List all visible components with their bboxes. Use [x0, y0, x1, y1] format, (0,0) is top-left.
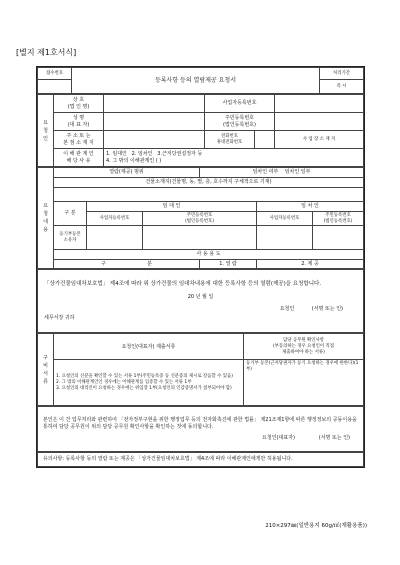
interest-option-other[interactable]: 4. 그 밖의 이해관계인 ( )	[106, 157, 162, 164]
tenant-biz-no-field[interactable]	[257, 226, 313, 250]
landlord-biz-no-label: 사업자등록번호	[87, 212, 143, 226]
request-form	[36, 66, 365, 468]
store-location-label: 사 업 장 소 재 지	[275, 131, 364, 149]
interest-options[interactable]	[104, 149, 364, 167]
consent-signature: 요청인(대표자) (서명 또는 인)	[262, 435, 350, 442]
submitter-item: 1. 요청인의 신분을 확인할 수 있는 서류 1부(주민등록증 등 신분증의 제시로 갈음할 수 있음)	[56, 374, 234, 380]
tenant-resident-no-field[interactable]	[313, 226, 364, 250]
declaration-box	[38, 270, 364, 333]
officer-header: 담당 공무원 확인사항 (부동의하는 경우 요청인이 직접 제출하여야 하는 서류)	[244, 334, 364, 360]
phone-label: 전화번호 휴대전화번호	[205, 131, 255, 149]
receipt-no-label: 접수번호	[38, 68, 72, 80]
view-type-label: 열람(제공) 범위	[54, 168, 200, 178]
usage-option-view[interactable]: 1. 열 람	[200, 259, 257, 269]
requester-section-label: 요 청 인	[38, 95, 54, 167]
trade-name-field[interactable]	[104, 95, 205, 113]
usage-option-provide[interactable]: 2. 제 공	[257, 259, 364, 269]
resident-reg-no-label: 주민등록번호 (법인등록번호)	[205, 113, 275, 131]
request-content-section	[37, 167, 364, 269]
address-field[interactable]	[104, 131, 205, 149]
receipt-no-value	[38, 80, 72, 94]
view-type-options[interactable]	[200, 168, 364, 178]
view-option-b[interactable]: 임차인 일부	[284, 169, 311, 176]
landlord-resident-no-label: 주민등록번호 (법인등록번호)	[143, 212, 257, 226]
tenant-biz-no-label: 사업자등록번호	[257, 212, 313, 226]
tenant-label: 임 차 인	[257, 202, 364, 212]
requester-section	[37, 94, 364, 167]
phone-field[interactable]	[255, 131, 275, 149]
request-content-label: 요 청 내 용	[38, 168, 54, 269]
landlord-resident-no-field[interactable]	[143, 226, 257, 250]
building-location-note: 건물소재지(건물명, 동, 별, 층, 호수까지 구체적으로 기재)	[54, 178, 364, 188]
submitter-item: 3. 요청인의 대리인이 요청하는 경우에는 위임장 1부(요청인의 인감증명서가 첨부되어야 함)	[56, 385, 232, 391]
interest-option-mortgagor[interactable]: 3.근저당권설정자 등	[157, 151, 203, 157]
business-reg-no-field[interactable]	[275, 95, 364, 113]
form-caption: [별지 제1호서식]	[16, 48, 77, 57]
declaration-date: 20 년 월 일	[187, 294, 214, 301]
landlord-label: 임 대 인	[87, 202, 257, 212]
tenant-resident-no-label: 주민등록번호 (법인등록번호)	[313, 212, 364, 226]
declaration-signature: 요청인 (서명 또는 인)	[279, 305, 343, 312]
submitter-header: 요청인(대표자) 제출서류	[54, 334, 244, 360]
officer-items: 등기부 등본(근저당권자가 등기 요청하는 경우에 한한다)(1부)	[244, 360, 364, 406]
address-label: 주 소 또 는 본 점 소 재 지	[54, 131, 104, 149]
landlord-biz-no-field[interactable]	[87, 226, 143, 250]
notice-text: 유의사항: 등록사항 등의 열람 또는 제공은 「상가건물임대차보호법」 제4조에 따라 이해관계인에게만 허용됩니다.	[38, 453, 364, 467]
submitter-item: 2. 그 밖의 이해관계인인 경우에는 이해관계를 입증할 수 있는 서류 1부	[56, 380, 192, 386]
view-option-a[interactable]: 임차인 여부	[252, 169, 279, 176]
documents-section	[37, 333, 364, 406]
registry-owner-label: 등기부등본 소유자	[54, 226, 87, 250]
building-location-field[interactable]	[54, 188, 364, 202]
interest-option-landlord[interactable]: 1. 임대인	[106, 151, 127, 157]
trade-name-label: 상 호 (법 인 명)	[54, 95, 104, 113]
paper-spec: 210×297㎜(일반용지 60g/㎡(재활용품))	[265, 523, 367, 529]
name-field[interactable]	[104, 113, 205, 131]
declaration-recipient: 세무서장 귀하	[44, 315, 75, 322]
form-header	[37, 67, 364, 94]
consent-text: 본인은 이 건 업무처리와 관련하여 「전자정부구현을 위한 행정업무 등의 전자화촉진에 관한 법률」 제21조제1항에 따른 행정정보의 공동이용을 통하여 담당 공무원이 위의 담당 공무원 확인사항을 확인하는 것에 동의합니다.	[43, 417, 357, 430]
processing-period-value: 즉 시	[320, 80, 364, 94]
interest-label: 이 해 관 계 인 해 당 사 유	[54, 149, 104, 167]
usage-label: 사 용 용 도	[54, 250, 364, 260]
consent-section	[37, 406, 364, 452]
division-label: 구 분	[54, 202, 87, 226]
submitter-items	[54, 360, 244, 406]
resident-reg-no-field[interactable]	[275, 113, 364, 131]
business-reg-no-label: 사업자등록번호	[205, 95, 275, 113]
consent-box	[38, 407, 364, 452]
usage-division-label: 구 분	[54, 259, 200, 269]
declaration-statement: 「상가건물임대차보호법」 제4조에 따라 위 상가건물의 임대차내용에 대한 등록사항 등의 열람(제공)을 요청합니다.	[44, 281, 322, 288]
notice-section	[37, 452, 364, 467]
documents-label: 구 비 서 류	[38, 334, 54, 406]
interest-option-tenant[interactable]: 2. 임차인	[131, 151, 153, 157]
form-title: 등록사항 등의 열람제공 요청서	[72, 68, 320, 94]
declaration-section	[37, 269, 364, 333]
processing-period-label: 처리기간	[320, 68, 364, 80]
name-label: 성 명 (대 표 자)	[54, 113, 104, 131]
